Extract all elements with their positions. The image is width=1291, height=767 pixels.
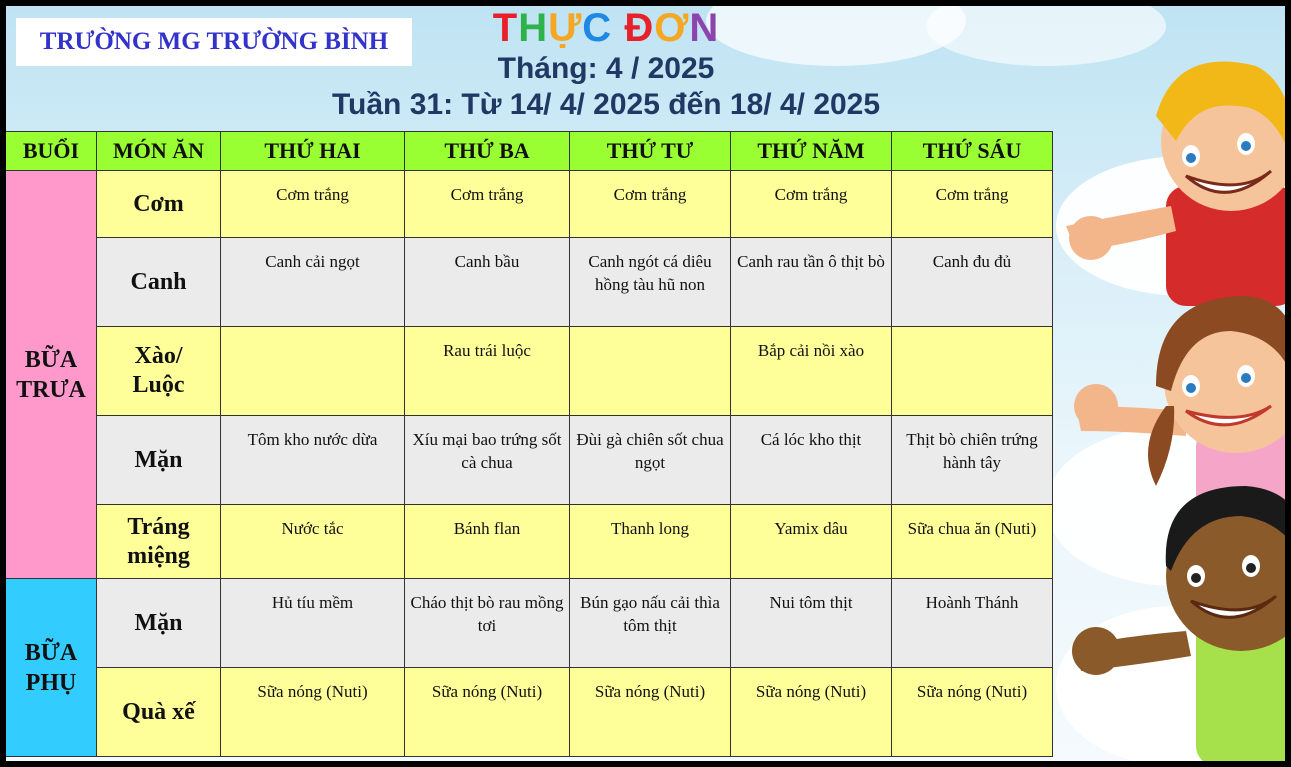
menu-cell: Cơm trắng — [405, 171, 570, 238]
dish-name: Canh — [97, 238, 221, 327]
menu-table — [6, 131, 1053, 757]
menu-poster — [6, 6, 1285, 761]
menu-cell: Sữa nóng (Nuti) — [405, 668, 570, 757]
menu-cell: Bún gạo nấu cải thìa tôm thịt — [570, 579, 731, 668]
menu-cell: Yamix dâu — [731, 505, 892, 579]
header-dish: MÓN ĂN — [97, 132, 221, 171]
session-snack: BỮA PHỤ — [6, 579, 97, 757]
menu-cell: Nước tắc — [221, 505, 405, 579]
menu-cell: Sữa nóng (Nuti) — [892, 668, 1053, 757]
title-letter: N — [689, 6, 720, 50]
menu-cell: Canh rau tần ô thịt bò — [731, 238, 892, 327]
menu-cell: Sữa chua ăn (Nuti) — [892, 505, 1053, 579]
school-name: TRƯỜNG MG TRƯỜNG BÌNH — [16, 18, 412, 66]
menu-cell: Cơm trắng — [570, 171, 731, 238]
menu-cell: Bánh flan — [405, 505, 570, 579]
dish-name: Tráng miệng — [97, 505, 221, 579]
menu-cell: Tôm kho nước dừa — [221, 416, 405, 505]
week-label: Tuần 31: Từ 14/ 4/ 2025 đến 18/ 4/ 2025 — [331, 88, 881, 121]
table-row — [6, 171, 1053, 238]
title-letter: Ơ — [654, 6, 690, 50]
menu-cell: Bắp cải nồi xào — [731, 327, 892, 416]
table-row — [6, 238, 1053, 327]
table-row — [6, 668, 1053, 757]
title-letter: H — [518, 6, 549, 50]
menu-cell: Cá lóc kho thịt — [731, 416, 892, 505]
menu-cell: Đùi gà chiên sốt chua ngọt — [570, 416, 731, 505]
table-row — [6, 505, 1053, 579]
menu-cell: Rau trái luộc — [405, 327, 570, 416]
menu-cell: Cơm trắng — [221, 171, 405, 238]
menu-cell — [221, 327, 405, 416]
dish-name: Cơm — [97, 171, 221, 238]
month-label: Tháng: 4 / 2025 — [497, 52, 715, 85]
dish-name: Mặn — [97, 579, 221, 668]
title-letter: Ự — [548, 6, 583, 50]
menu-cell: Hủ tíu mềm — [221, 579, 405, 668]
menu-cell: Sữa nóng (Nuti) — [221, 668, 405, 757]
kid-boy-blond — [1066, 62, 1285, 306]
title-letter — [612, 6, 624, 51]
menu-cell: Cơm trắng — [892, 171, 1053, 238]
dish-name: Quà xế — [97, 668, 221, 757]
menu-cell: Cháo thịt bò rau mồng tơi — [405, 579, 570, 668]
header-tuesday: THỨ BA — [405, 132, 570, 171]
dish-name: Mặn — [97, 416, 221, 505]
menu-cell: Hoành Thánh — [892, 579, 1053, 668]
menu-cell: Xíu mại bao trứng sốt cà chua — [405, 416, 570, 505]
header-thursday: THỨ NĂM — [731, 132, 892, 171]
menu-cell: Sữa nóng (Nuti) — [731, 668, 892, 757]
title-letter: C — [582, 6, 613, 50]
menu-cell: Nui tôm thịt — [731, 579, 892, 668]
menu-cell: Canh cải ngọt — [221, 238, 405, 327]
menu-cell: Canh ngót cá diêu hồng tàu hũ non — [570, 238, 731, 327]
menu-cell: Canh đu đủ — [892, 238, 1053, 327]
header-monday: THỨ HAI — [221, 132, 405, 171]
table-row — [6, 327, 1053, 416]
menu-cell: Sữa nóng (Nuti) — [570, 668, 731, 757]
table-header-row — [6, 132, 1053, 171]
dish-name: Xào/ Luộc — [97, 327, 221, 416]
header-friday: THỨ SÁU — [892, 132, 1053, 171]
table-row — [6, 416, 1053, 505]
menu-cell — [570, 327, 731, 416]
menu-cell — [892, 327, 1053, 416]
title-letter: T — [492, 6, 519, 50]
children-illustration — [1056, 46, 1285, 761]
menu-cell: Cơm trắng — [731, 171, 892, 238]
menu-cell: Thanh long — [570, 505, 731, 579]
kid-boy-dark — [1072, 486, 1285, 761]
session-lunch: BỮA TRƯA — [6, 171, 97, 579]
header-wednesday: THỨ TƯ — [570, 132, 731, 171]
title-letter: Đ — [624, 6, 655, 50]
menu-title — [486, 6, 726, 51]
menu-cell: Thịt bò chiên trứng hành tây — [892, 416, 1053, 505]
menu-cell: Canh bầu — [405, 238, 570, 327]
header-session: BUỔI — [6, 132, 97, 171]
table-row — [6, 579, 1053, 668]
